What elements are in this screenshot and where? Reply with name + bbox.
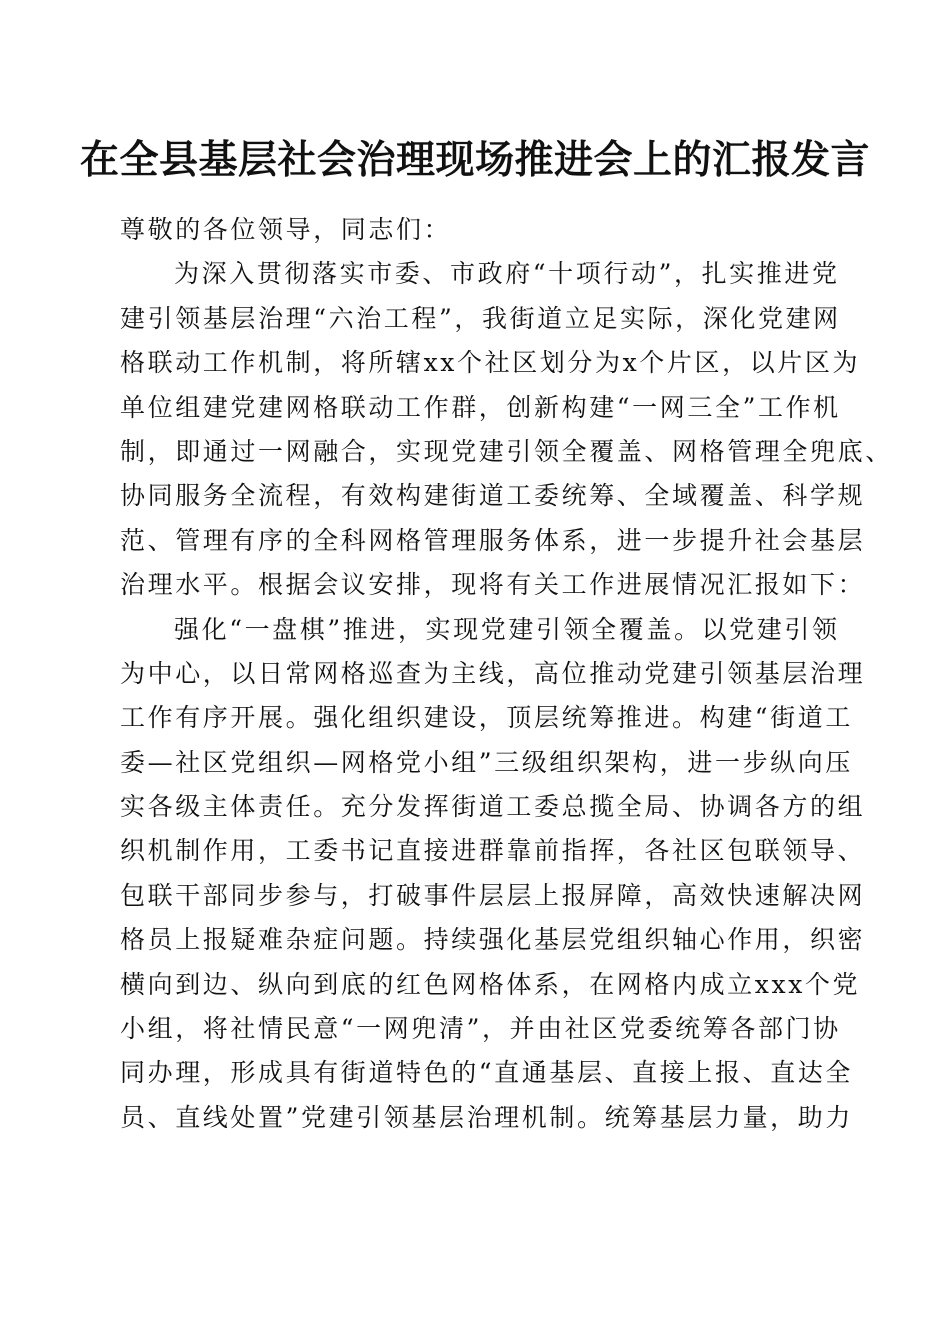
paragraph-line: 格员上报疑难杂症问题。持续强化基层党组织轴心作用，织密 [120, 925, 866, 955]
salutation: 尊敬的各位领导，同志们： [120, 215, 452, 244]
paragraph-line: 建引领基层治理“六治工程”，我街道立足实际，深化党建网 [120, 303, 841, 333]
paragraph-line: 员、直线处置”党建引领基层治理机制。统筹基层力量，助力 [120, 1102, 853, 1132]
paragraph-line: 包联干部同步参与，打破事件层层上报屏障，高效快速解决网 [120, 880, 866, 910]
paragraph-line: 治理水平。根据会议安排，现将有关工作进展情况汇报如下： [120, 570, 866, 600]
paragraph-line: 小组，将社情民意“一网兜清”，并由社区党委统筹各部门协 [120, 1014, 841, 1044]
paragraph-line: 格联动工作机制，将所辖xx个社区划分为x个片区，以片区为 [120, 348, 861, 378]
document-body [120, 208, 893, 1140]
paragraph-line: 委—社区党组织—网格党小组”三级组织架构，进一步纵向压 [120, 747, 853, 777]
document-title: 在全县基层社会治理现场推进会上的汇报发言 [79, 137, 870, 183]
paragraph-line: 实各级主体责任。充分发挥街道工委总揽全局、协调各方的组 [120, 792, 866, 822]
paragraph-line: 工作有序开展。强化组织建设，顶层统筹推进。构建“街道工 [120, 703, 853, 733]
paragraph-line: 横向到边、纵向到底的红色网格体系，在网格内成立xxx个党 [120, 969, 861, 999]
paragraph-line: 协同服务全流程，有效构建街道工委统筹、全域覆盖、科学规 [120, 481, 866, 511]
paragraph-line: 同办理，形成具有街道特色的“直通基层、直接上报、直达全 [120, 1058, 853, 1088]
paragraph-line: 单位组建党建网格联动工作群，创新构建“一网三全”工作机 [120, 392, 841, 422]
paragraph-2 [120, 608, 866, 1141]
paragraph-1 [120, 252, 893, 607]
paragraph-line: 为深入贯彻落实市委、市政府“十项行动”，扎实推进党 [174, 259, 840, 289]
paragraph-line: 制，即通过一网融合，实现党建引领全覆盖、网格管理全兜底、 [120, 436, 893, 466]
paragraph-line: 范、管理有序的全科网格管理服务体系，进一步提升社会基层 [120, 525, 866, 555]
paragraph-line: 织机制作用，工委书记直接进群靠前指挥，各社区包联领导、 [120, 836, 866, 866]
paragraph-line: 强化“一盘棋”推进，实现党建引领全覆盖。以党建引领 [174, 614, 840, 644]
paragraph-line: 为中心，以日常网格巡查为主线，高位推动党建引领基层治理 [120, 658, 866, 688]
